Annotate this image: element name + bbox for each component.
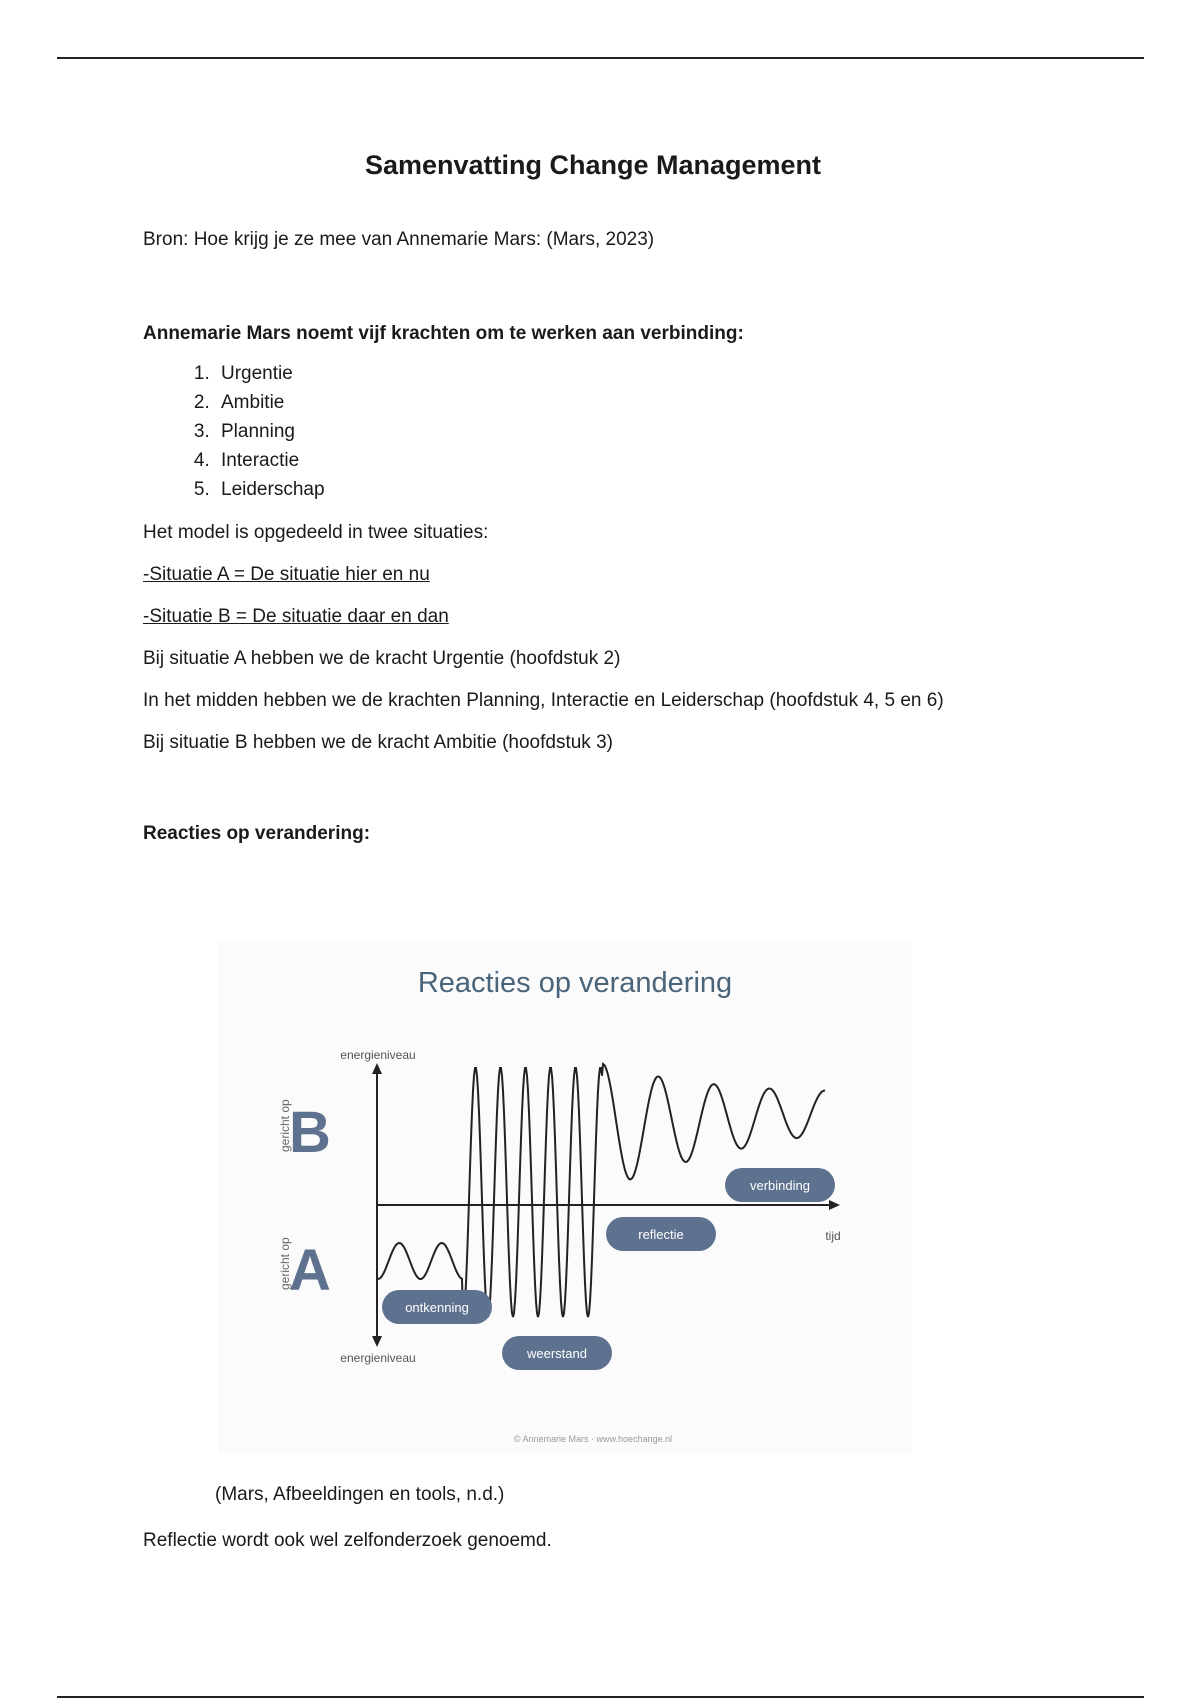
side-label-a: gericht op (278, 1237, 292, 1290)
phase-label: ontkenning (405, 1300, 469, 1315)
forces-heading: Annemarie Mars noemt vijf krachten om te werken aan verbinding: (143, 323, 744, 344)
bottom-rule (57, 1696, 1144, 1698)
phase-weerstand (502, 1336, 612, 1370)
closing-line: Reflectie wordt ook wel zelfonderzoek genoemd. (143, 1530, 552, 1551)
forces-list (143, 359, 1103, 504)
top-rule (57, 57, 1144, 59)
source-line: Bron: Hoe krijg je ze mee van Annemarie Mars: (Mars, 2023) (143, 229, 655, 250)
axis-bottom-label: energieniveau (340, 1351, 416, 1365)
list-item: 1. Urgentie (215, 359, 1103, 388)
situation-b-line: -Situatie B = De situatie daar en dan (143, 606, 449, 627)
list-item: 4. Interactie (215, 446, 1103, 475)
reactions-heading: Reacties op verandering: (143, 823, 371, 844)
reactions-diagram (218, 942, 912, 1454)
side-label-b: gericht op (278, 1099, 292, 1152)
phase-reflectie (606, 1217, 716, 1251)
phase-label: verbinding (750, 1178, 810, 1193)
model-intro: Het model is opgedeeld in twee situaties: (143, 522, 489, 543)
situation-a-line: -Situatie A = De situatie hier en nu (143, 564, 430, 585)
document-title: Samenvatting Change Management (364, 150, 822, 180)
reactions-figure (218, 942, 912, 1454)
phase-label: weerstand (527, 1346, 587, 1361)
time-label: tijd (825, 1229, 841, 1243)
phase-verbinding (725, 1168, 835, 1202)
situation-b-force: Bij situatie B hebben we de kracht Ambitie (hoofdstuk 3) (143, 732, 613, 753)
figure-caption: (Mars, Afbeeldingen en tools, n.d.) (215, 1484, 505, 1505)
list-item: 2. Ambitie (215, 388, 1103, 417)
figure-credit: © Annemarie Mars · www.hoechange.nl (513, 1434, 673, 1444)
arrow-down-icon (372, 1336, 382, 1347)
axis-top-label: energieniveau (340, 1048, 416, 1062)
document-body (143, 140, 1103, 847)
phase-ontkenning (382, 1290, 492, 1324)
arrow-up-icon (372, 1063, 382, 1074)
phase-label: reflectie (638, 1227, 684, 1242)
letter-b: B (289, 1100, 331, 1165)
arrow-right-icon (829, 1200, 840, 1210)
letter-a: A (289, 1238, 331, 1303)
list-item: 3. Planning (215, 417, 1103, 446)
situation-a-force: Bij situatie A hebben we de kracht Urgentie (hoofdstuk 2) (143, 648, 621, 669)
list-item: 5. Leiderschap (215, 475, 1103, 504)
figure-title: Reacties op verandering (417, 967, 733, 999)
middle-forces: In het midden hebben we de krachten Planning, Interactie en Leiderschap (hoofdstuk 4, 5 en 6) (143, 690, 944, 711)
